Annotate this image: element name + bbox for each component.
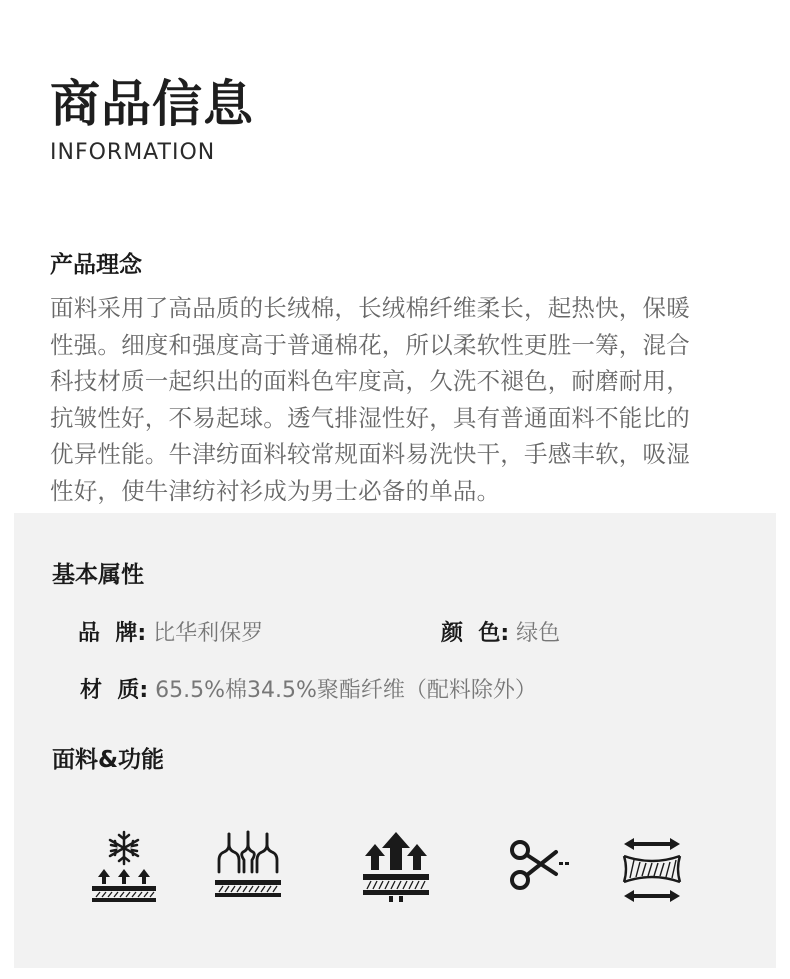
concept-paragraph bbox=[50, 290, 756, 509]
concept-heading: 产品理念 bbox=[50, 252, 142, 278]
color-row bbox=[441, 616, 560, 647]
scissors-icon bbox=[508, 838, 570, 896]
moisture-wicking-icon bbox=[213, 830, 283, 906]
material-value: 65.5%棉34.5%聚酯纤维（配料除外） bbox=[155, 678, 537, 703]
concept-line: 性强。细度和强度高于普通棉花，所以柔软性更胜一筹，混合 bbox=[50, 330, 690, 359]
color-value: 绿色 bbox=[516, 621, 561, 646]
breathable-icon bbox=[361, 830, 431, 908]
snowflake-warmth-icon bbox=[88, 828, 160, 908]
page-title: 商品信息 bbox=[50, 75, 254, 133]
stretch-fabric-icon bbox=[620, 836, 684, 908]
concept-line: 科技材质一起织出的面料色牢度高，久洗不褪色，耐磨耐用， bbox=[50, 367, 690, 395]
page-subtitle: INFORMATION bbox=[50, 140, 216, 165]
attributes-heading: 基本属性 bbox=[52, 562, 144, 588]
concept-line: 性好，使牛津纺衬衫成为男士必备的单品。 bbox=[50, 476, 501, 505]
material-row bbox=[80, 673, 537, 704]
brand-label: 品 牌: bbox=[78, 621, 147, 646]
concept-line: 抗皱性好，不易起球。透气排湿性好，具有普通面料不能比的 bbox=[50, 403, 690, 432]
features-heading: 面料&功能 bbox=[52, 747, 165, 773]
color-label: 颜 色: bbox=[441, 621, 510, 646]
concept-line: 优异性能。牛津纺面料较常规面料易洗快干，手感丰软，吸湿 bbox=[50, 440, 690, 468]
material-label: 材 质: bbox=[80, 678, 149, 703]
brand-value: 比华利保罗 bbox=[153, 621, 264, 646]
concept-line: 面料采用了高品质的长绒棉，长绒棉纤维柔长，起热快，保暖 bbox=[50, 294, 690, 322]
brand-row bbox=[78, 616, 263, 647]
